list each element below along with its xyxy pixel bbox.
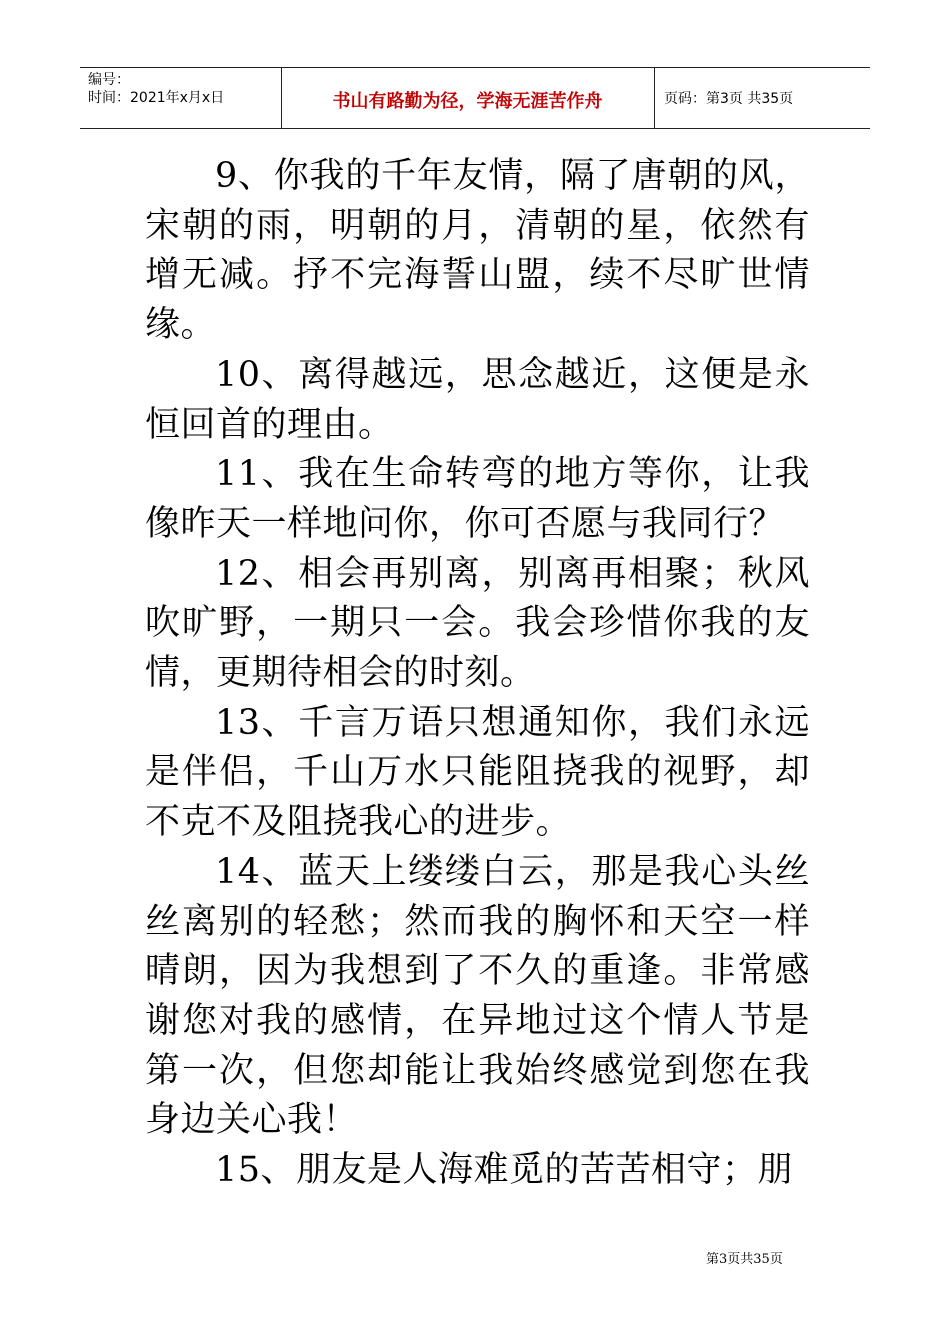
header-meta: [88, 71, 224, 107]
paragraph-15: 15、朋友是人海难觅的苦苦相守；朋: [215, 1150, 794, 1191]
document-body: [145, 152, 810, 1196]
header-bottom-rule: [80, 128, 870, 129]
header-top-rule: [80, 67, 870, 68]
paragraph-13: 13、千言万语只想通知你，我们永远是伴侣，千山万水只能阻挠我的视野，却不克不及阻挠我心的进步。: [145, 702, 810, 843]
document-time-label: 时间：2021年x月x日: [88, 90, 225, 106]
header-divider-2: [654, 67, 655, 129]
page-header: [80, 67, 870, 129]
paragraph-14: 14、蓝天上缕缕白云，那是我心头丝丝离别的轻愁；然而我的胸怀和天空一样晴朗，因为我想到了不久的重逢。非常感谢您对我的感情，在异地过这个情人节是第一次，但您却能让我始终感觉到您在我身边关心我！: [145, 851, 810, 1141]
header-page-info: 页码：第3页 共35页: [664, 91, 794, 107]
paragraph-11: 11、我在生命转弯的地方等你，让我像昨天一样地问你，你可否愿与我同行？: [145, 454, 810, 544]
paragraph-12: 12、相会再别离，别离再相聚；秋风吹旷野，一期只一会。我会珍惜你我的友情，更期待相会的时刻。: [145, 553, 810, 694]
paragraph-9: 9、你我的千年友情，隔了唐朝的风，宋朝的雨，明朝的月，清朝的星，依然有增无减。抒不完海誓山盟，续不尽旷世情缘。: [145, 156, 810, 346]
document-number-label: 编号：: [88, 72, 130, 88]
header-motto: 书山有路勤为径，学海无涯苦作舟: [332, 91, 603, 112]
page-footer: 第3页共35页: [706, 1252, 783, 1267]
paragraph-10: 10、离得越远，思念越近，这便是永恒回首的理由。: [145, 354, 810, 445]
